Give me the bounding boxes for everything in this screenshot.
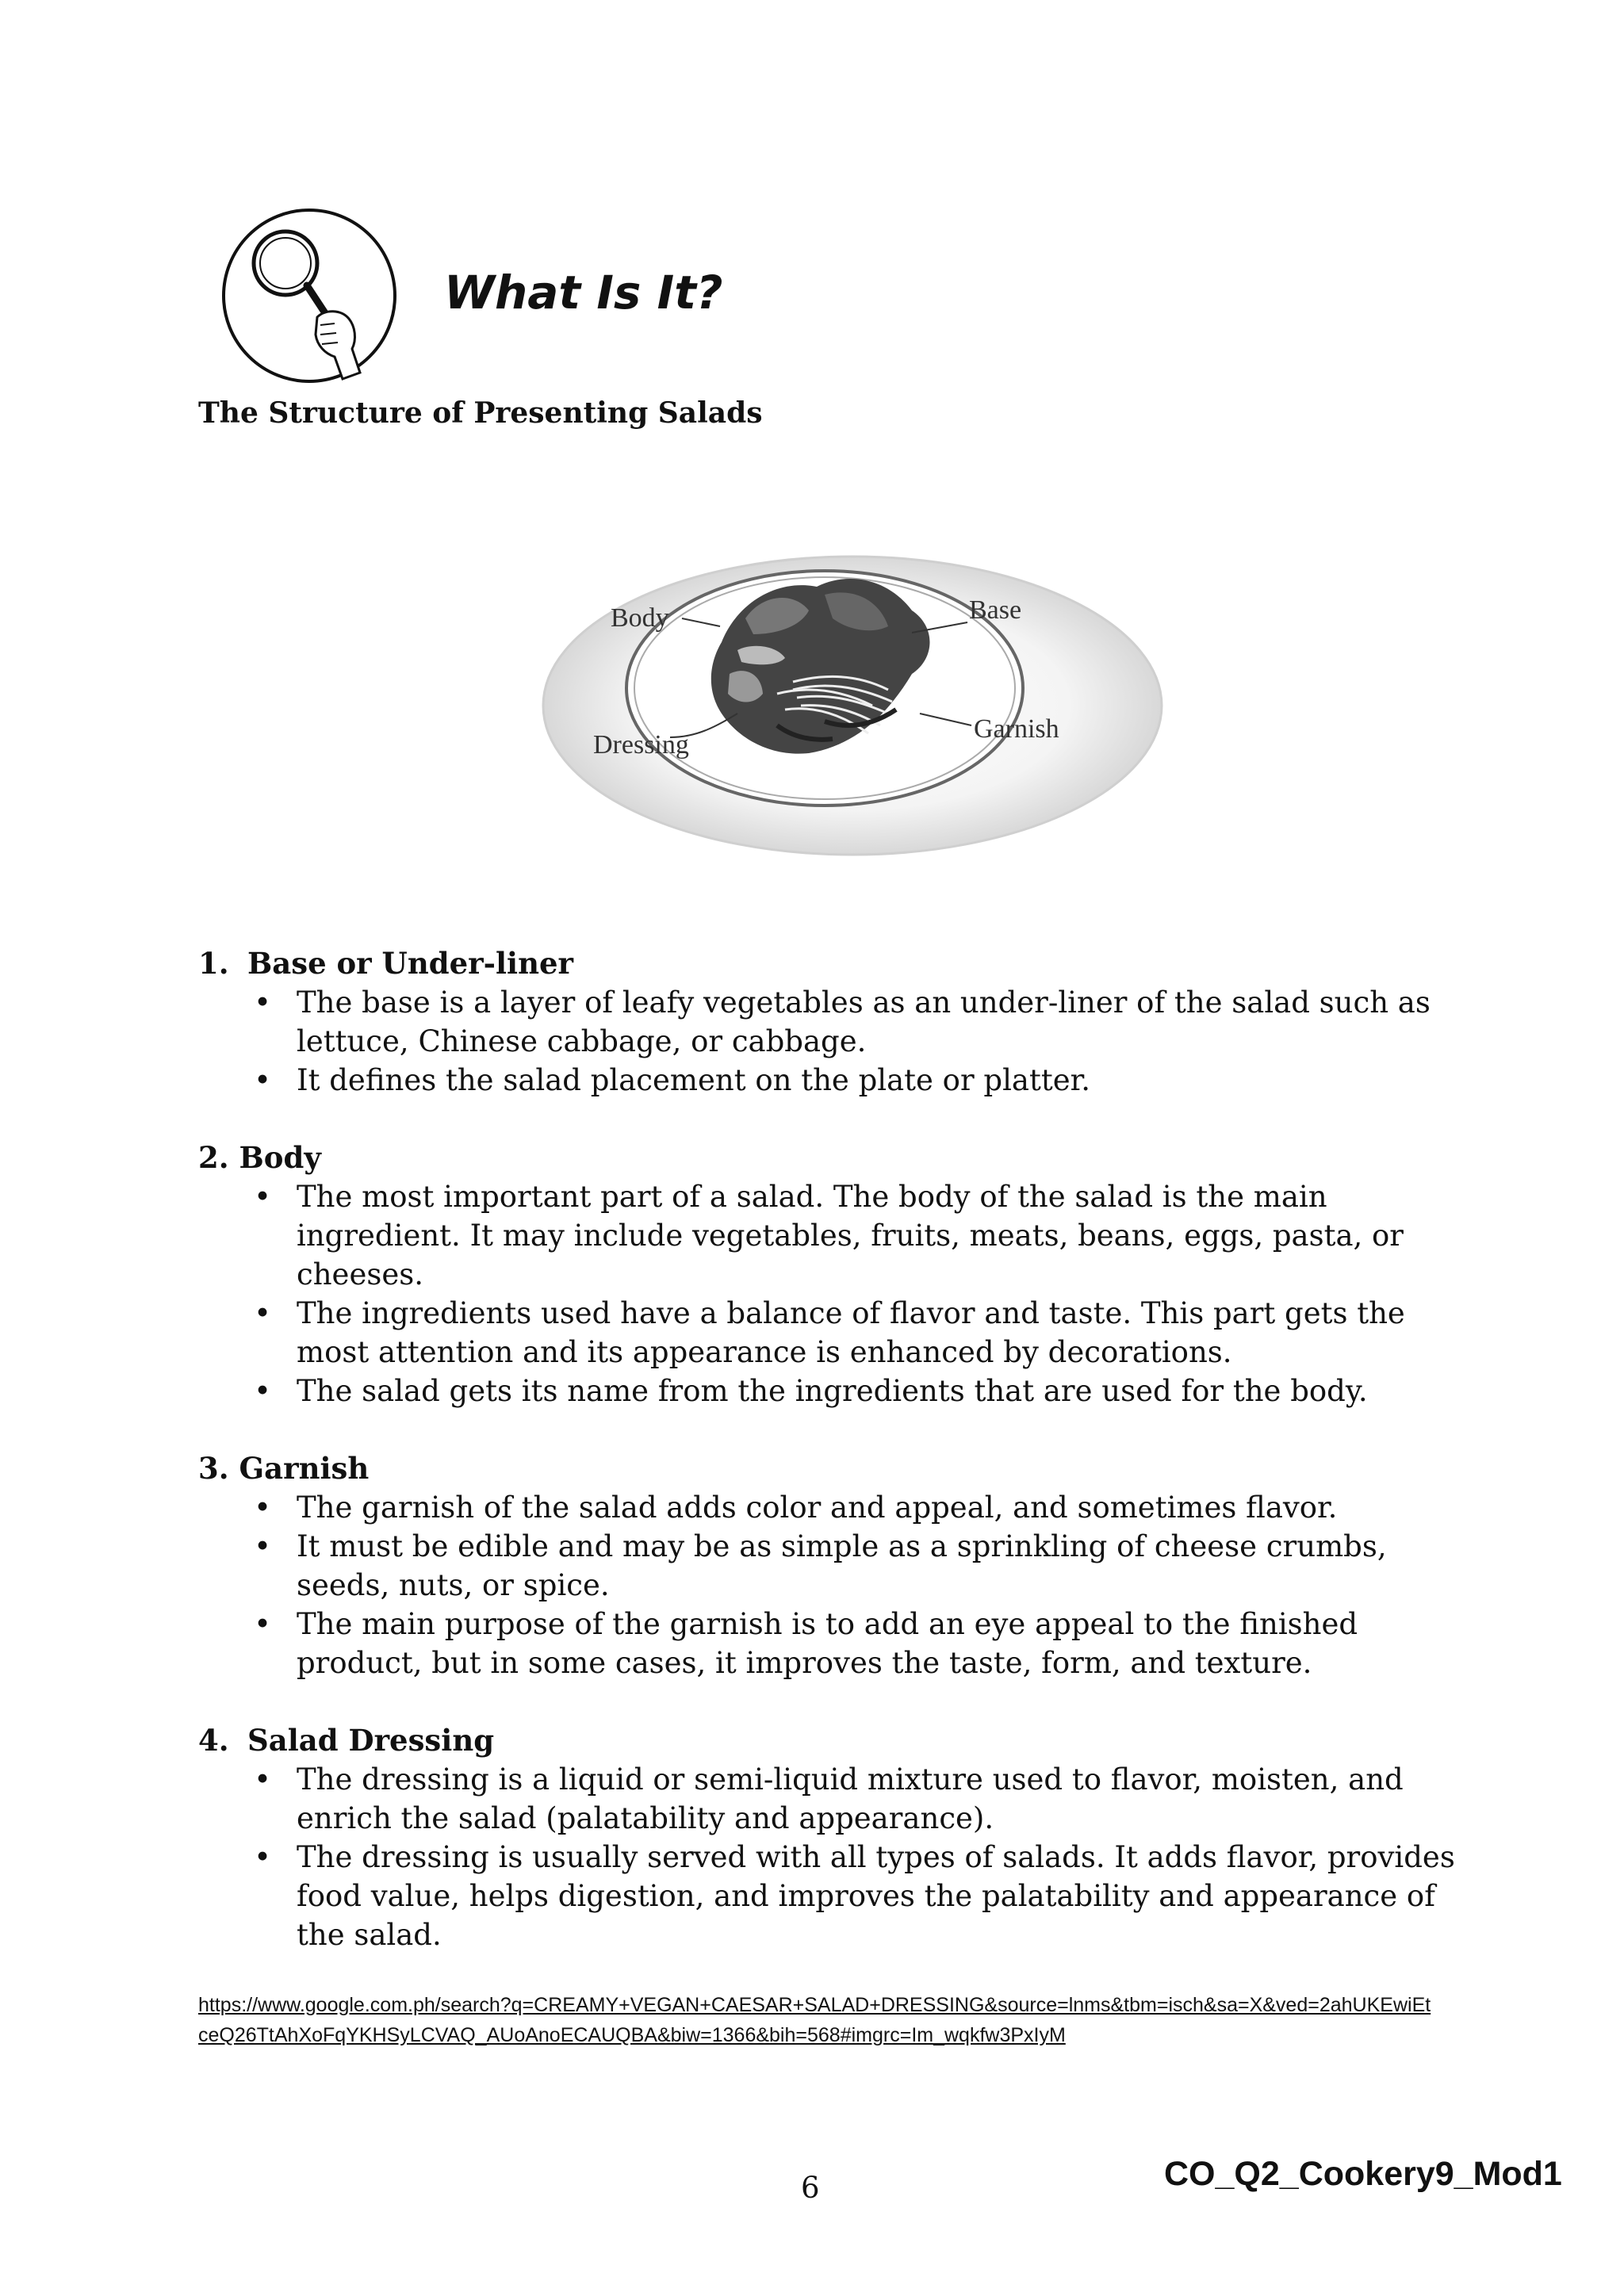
bullet-item: • The garnish of the salad adds color and appeal, and sometimes flavor. (198, 1488, 1467, 1527)
item-heading: 2. Body (198, 1140, 321, 1175)
bullet-icon: • (254, 1296, 271, 1330)
figure-label-base: Base (969, 595, 1022, 625)
bullet-item: • The ingredients used have a balance of flavor and taste. This part gets the most attention and its appearance is enhanced by decorations. (198, 1294, 1467, 1372)
bullet-icon: • (254, 1529, 271, 1563)
bullet-icon: • (254, 1374, 271, 1408)
salad-plate-figure (539, 555, 1174, 904)
bullet-item: • The dressing is usually served with all types of salads. It adds flavor, provides food value, helps digestion, and improves the palatability and appearance of the salad. (198, 1838, 1467, 1954)
bullet-item: • The most important part of a salad. The body of the salad is the main ingredient. It may include vegetables, fruits, meats, beans, eggs, pasta, or cheeses. (198, 1177, 1467, 1294)
bullet-icon: • (254, 1607, 271, 1641)
bullet-item: • It must be edible and may be as simple as a sprinkling of cheese crumbs, seeds, nuts, or spice. (198, 1527, 1467, 1605)
figure-label-dressing: Dressing (593, 730, 689, 760)
bullet-item: • The salad gets its name from the ingredients that are used for the body. (198, 1372, 1467, 1410)
bullet-icon: • (254, 1840, 271, 1874)
bullet-item: • It defines the salad placement on the plate or platter. (198, 1061, 1467, 1100)
item-heading: 3. Garnish (198, 1451, 370, 1486)
section-heading: The Structure of Presenting Salads (198, 396, 763, 430)
bullet-icon: • (254, 1490, 271, 1525)
salad-structure-list (198, 943, 1467, 1992)
page-number: 6 (801, 2171, 820, 2205)
source-link[interactable]: https://www.google.com.ph/search?q=CREAMY+VEGAN+CAESAR+SALAD+DRESSING&source=lnms&tbm=isch&sa=X&ved=2ahUKEwiEtceQ26TtAhXoFqYKHSyLCVAQ_AUoAnoECAUQBA&biw=1366&bih=568#imgrc=Im_wqkfw3PxIyM (198, 1994, 1431, 2046)
bullet-item: • The base is a layer of leafy vegetables as an under-liner of the salad such as lettuce, Chinese cabbage, or cabbage. (198, 983, 1467, 1061)
list-item (198, 1448, 1467, 1682)
bullet-icon: • (254, 1762, 271, 1797)
item-heading: 1. Base or Under-liner (198, 946, 574, 981)
bullet-icon: • (254, 985, 271, 1020)
page-title: What Is It? (444, 266, 723, 320)
magnifying-glass-icon (216, 198, 403, 393)
list-item (198, 1138, 1467, 1410)
list-item (198, 943, 1467, 1100)
list-item (198, 1720, 1467, 1954)
figure-label-garnish: Garnish (974, 714, 1059, 744)
bullet-item: • The dressing is a liquid or semi-liquid mixture used to flavor, moisten, and enrich the salad (palatability and appearance). (198, 1760, 1467, 1838)
bullet-item: • The main purpose of the garnish is to add an eye appeal to the finished product, but in some cases, it improves the taste, form, and texture. (198, 1605, 1467, 1682)
item-heading: 4. Salad Dressing (198, 1723, 495, 1758)
bullet-icon: • (254, 1063, 271, 1097)
figure-label-body: Body (611, 603, 669, 633)
module-code: CO_Q2_Cookery9_Mod1 (1164, 2155, 1562, 2193)
bullet-icon: • (254, 1180, 271, 1214)
